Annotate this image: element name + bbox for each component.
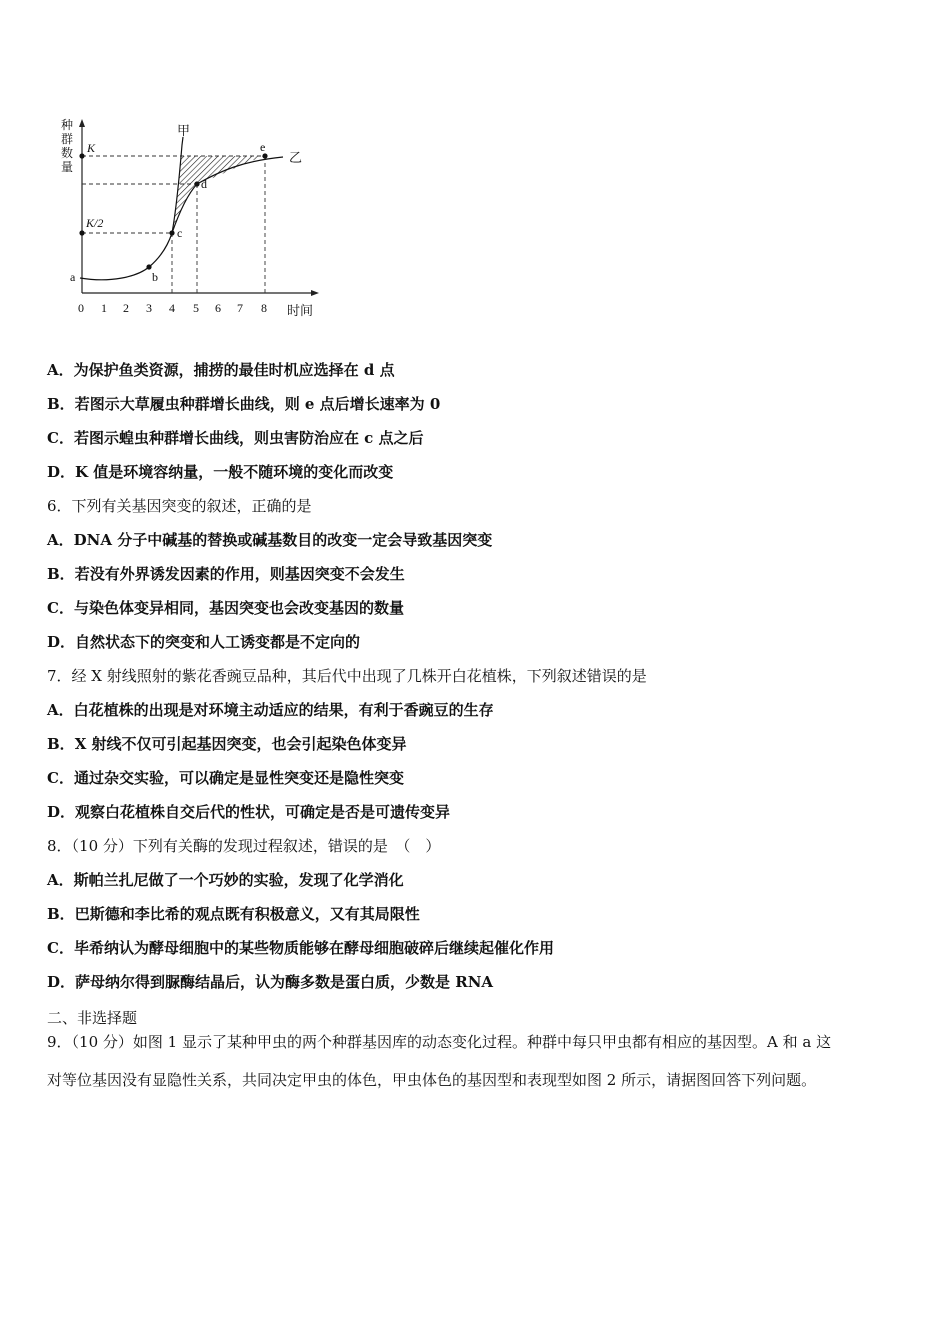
k-half-label: K/2	[86, 216, 104, 230]
x-tick-8: 8	[261, 301, 267, 315]
option-label: B．	[47, 735, 75, 753]
q7-option-a	[47, 700, 494, 720]
point-a-label: a	[70, 270, 76, 284]
option-label: A．	[47, 531, 74, 549]
option-text: 萨母纳尔得到脲酶结晶后，认为酶多数是蛋白质，少数是 RNA	[75, 973, 494, 991]
x-tick-0: 0	[78, 301, 84, 315]
x-tick-4: 4	[169, 301, 175, 315]
point-d	[194, 181, 199, 186]
y-axis-label-1: 种	[61, 118, 74, 132]
point-c	[169, 230, 174, 235]
q7-option-c	[47, 768, 404, 788]
q5-option-d	[47, 462, 393, 482]
x-tick-1: 1	[101, 301, 107, 315]
q9-line-2: 对等位基因没有显隐性关系，共同决定甲虫的体色，甲虫体色的基因型和表现型如图 2 所示，请据图回答下列问题。	[47, 1071, 817, 1089]
option-label: C．	[47, 769, 74, 787]
q8-option-a	[47, 870, 404, 890]
x-tick-7: 7	[237, 301, 243, 315]
option-text: 毕希纳认为酵母细胞中的某些物质能够在酵母细胞破碎后继续起催化作用	[73, 939, 554, 957]
hatched-region	[172, 156, 265, 233]
k-label: K	[87, 141, 96, 155]
y-axis-label-3: 数	[61, 146, 74, 160]
point-k-axis	[79, 153, 84, 158]
q6-option-b	[47, 564, 405, 584]
point-khalf-axis	[79, 230, 84, 235]
y-axis-label-2: 群	[61, 132, 74, 146]
q7-option-d	[47, 802, 450, 822]
option-label: B．	[47, 565, 75, 583]
option-text: 若图示大草履虫种群增长曲线，则 e 点后增长速率为 0	[74, 395, 441, 413]
point-b-label: b	[152, 270, 158, 284]
option-text: X 射线不仅可引起基因突变，也会引起染色体变异	[74, 735, 407, 753]
option-text: 斯帕兰扎尼做了一个巧妙的实验，发现了化学消化	[73, 871, 404, 889]
point-c-label: c	[177, 226, 183, 240]
q8-option-c	[47, 938, 554, 958]
q5-option-a	[47, 360, 395, 380]
option-text: 巴斯德和李比希的观点既有积极意义，又有其局限性	[74, 905, 420, 923]
x-axis-arrow	[311, 290, 319, 296]
option-text: 自然状态下的突变和人工诱变都是不定向的	[75, 633, 361, 651]
j-curve	[80, 137, 183, 280]
x-tick-2: 2	[123, 301, 129, 315]
curve-j-label: 甲	[177, 123, 191, 138]
x-tick-3: 3	[146, 301, 152, 315]
x-tick-5: 5	[193, 301, 199, 315]
option-text: DNA 分子中碱基的替换或碱基数目的改变一定会导致基因突变	[73, 531, 493, 549]
section-heading: 二、非选择题	[47, 1009, 138, 1027]
y-axis-arrow	[79, 119, 85, 127]
option-label: D．	[47, 973, 76, 991]
option-text: 观察白花植株自交后代的性状，可确定是否是可遗传变异	[75, 803, 451, 821]
q6-option-d	[47, 632, 360, 652]
option-text: 若图示蝗虫种群增长曲线，则虫害防治应在 c 点之后	[73, 429, 424, 447]
curve-s-label: 乙	[289, 150, 303, 165]
option-label: B．	[47, 905, 75, 923]
q7-stem: 7．经 X 射线照射的紫花香豌豆品种，其后代中出现了几株开白花植株，下列叙述错误的是	[47, 667, 647, 685]
option-label: B．	[47, 395, 75, 413]
point-e	[262, 153, 267, 158]
option-text: 若没有外界诱发因素的作用，则基因突变不会发生	[74, 565, 405, 583]
q8-option-b	[47, 904, 420, 924]
point-b	[146, 264, 151, 269]
option-label: C．	[47, 599, 74, 617]
option-text: 通过杂交实验，可以确定是显性突变还是隐性突变	[73, 769, 404, 787]
population-growth-figure	[55, 115, 330, 325]
option-label: C．	[47, 939, 74, 957]
q6-option-c	[47, 598, 404, 618]
option-label: A．	[47, 871, 74, 889]
option-label: D．	[47, 633, 76, 651]
option-text: 与染色体变异相同，基因突变也会改变基因的数量	[73, 599, 404, 617]
option-label: D．	[47, 803, 76, 821]
option-label: A．	[47, 361, 74, 379]
q7-option-b	[47, 734, 407, 754]
option-text: K 值是环境容纳量，一般不随环境的变化而改变	[75, 463, 394, 481]
option-label: D．	[47, 463, 76, 481]
q6-option-a	[47, 530, 492, 550]
q9-line-1: 9．（10 分）如图 1 显示了某种甲虫的两个种群基因库的动态变化过程。种群中每只甲虫都有相应的基因型。A 和 a 这	[47, 1033, 832, 1051]
option-label: C．	[47, 429, 74, 447]
q8-option-d	[47, 972, 493, 992]
x-axis-label: 时间	[287, 303, 314, 318]
x-tick-6: 6	[215, 301, 221, 315]
point-d-label: d	[201, 177, 207, 191]
y-axis-label-4: 量	[61, 160, 74, 174]
q8-stem: 8．（10 分）下列有关酶的发现过程叙述，错误的是 （ ）	[47, 837, 441, 855]
q5-option-c	[47, 428, 424, 448]
option-text: 白花植株的出现是对环境主动适应的结果，有利于香豌豆的生存	[73, 701, 494, 719]
q6-stem: 6．下列有关基因突变的叙述，正确的是	[47, 497, 312, 515]
option-label: A．	[47, 701, 74, 719]
growth-curve-chart	[55, 115, 330, 325]
option-text: 为保护鱼类资源，捕捞的最佳时机应选择在 d 点	[73, 361, 395, 379]
point-e-label: e	[260, 140, 266, 154]
q5-option-b	[47, 394, 440, 414]
